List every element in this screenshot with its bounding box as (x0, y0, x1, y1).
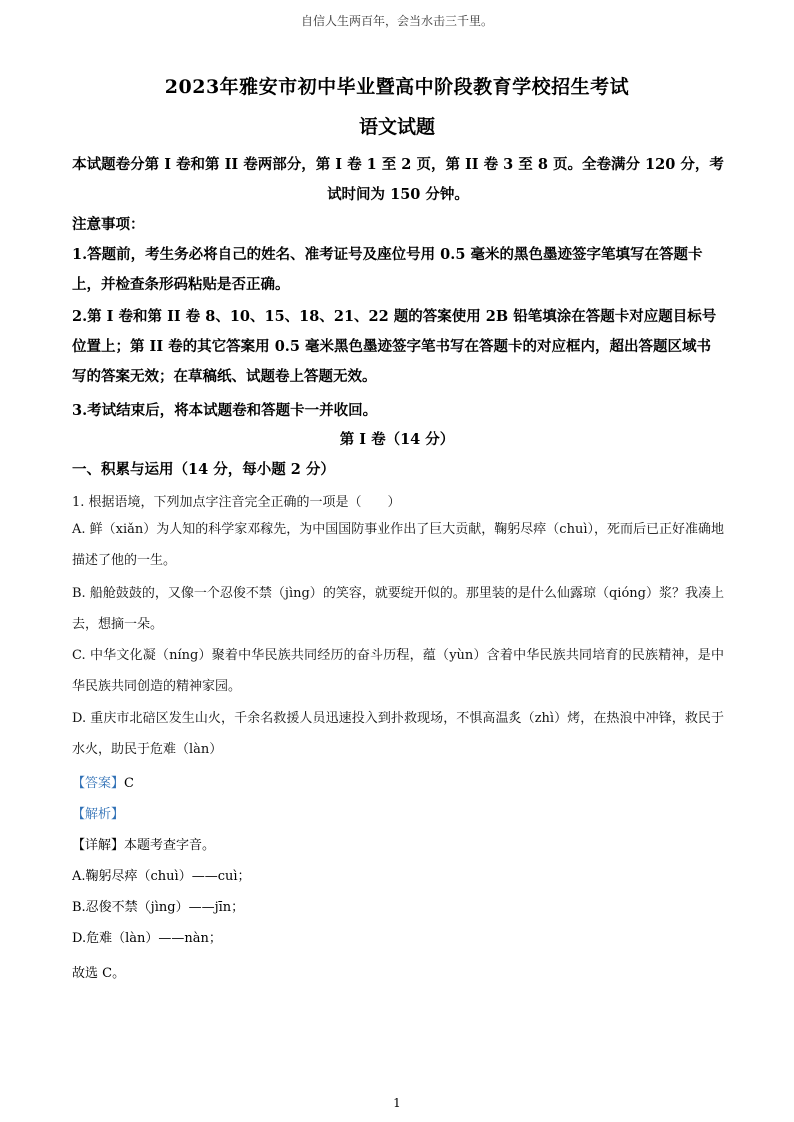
option-c: C. 中华文化凝（níng）聚着中华民族共同经历的奋斗历程，蕴（yùn）含着中华民族共同培育的民族精神，是中华民族共同创造的精神家园。 (72, 648, 724, 694)
notice-title: 注意事项： (72, 216, 145, 233)
answer-label: 【答案】 (72, 776, 125, 791)
notice-item-3: 3.考试结束后，将本试题卷和答题卡一并收回。 (72, 402, 378, 419)
detail-item-a: A.鞠躬尽瘁（chuì）——cuì； (72, 869, 251, 884)
notice-item-1: 1.答题前，考生务必将自己的姓名、准考证号及座位号用 0.5 毫米的黑色墨迹签字笔填写在答题卡上，并检查条形码粘贴是否正确。 (72, 246, 703, 293)
exam-title: 2023年雅安市初中毕业暨高中阶段教育学校招生考试 (164, 76, 630, 98)
exam-subtitle: 语文试题 (358, 116, 435, 138)
notice-item-2: 2.第 I 卷和第 II 卷 8、10、15、18、21、22 题的答案使用 2B 铅笔填涂在答题卡对应题目标号位置上；第 II 卷的其它答案用 0.5 毫米黑色墨迹签字笔书写在答题卡的对应框内，超出答题区域书写的答案无效；在草稿纸、试题卷上答题无效。 (72, 308, 717, 385)
volume-title: 第 I 卷（14 分） (339, 431, 455, 448)
option-b: B. 船舱鼓鼓的，又像一个忍俊不禁（jìng）的笑容，就要绽开似的。那里装的是什么仙露琼（qióng）浆？我凑上去，想摘一朵。 (72, 586, 724, 632)
detail-item-d: D.危难（làn）——nàn； (72, 931, 222, 946)
exam-intro: 本试题卷分第 I 卷和第 II 卷两部分，第 I 卷 1 至 2 页，第 II 卷 3 至 8 页。全卷满分 120 分，考试时间为 150 分钟。 (72, 156, 724, 203)
analysis-label: 【解析】 (72, 807, 125, 822)
question-stem: 1. 根据语境，下列加点字注音完全正确的一项是（ ） (72, 495, 401, 510)
section-title: 一、积累与运用（14 分，每小题 2 分） (72, 461, 335, 478)
header-motto: 自信人生两百年，会当水击三千里。 (300, 14, 493, 28)
detail-text: 本题考查字音。 (124, 838, 216, 853)
option-a: A. 鲜（xiǎn）为人知的科学家邓稼先，为中国国防事业作出了巨大贡献，鞠躬尽瘁（chuì），死而后已正好准确地描述了他的一生。 (72, 522, 724, 568)
page-number: 1 (393, 1096, 401, 1110)
detail-line (72, 832, 215, 860)
answer-line (72, 770, 134, 798)
option-d: D. 重庆市北碚区发生山火，千余名救援人员迅速投入到扑救现场，不惧高温炙（zhì）烤，在热浪中冲锋，救民于水火，助民于危难（làn） (72, 711, 724, 757)
detail-item-b: B.忍俊不禁（jìng）——jīn； (72, 900, 245, 915)
answer-value: C (124, 776, 134, 791)
conclusion: 故选 C。 (72, 966, 126, 981)
detail-label: 【详解】 (72, 838, 125, 853)
